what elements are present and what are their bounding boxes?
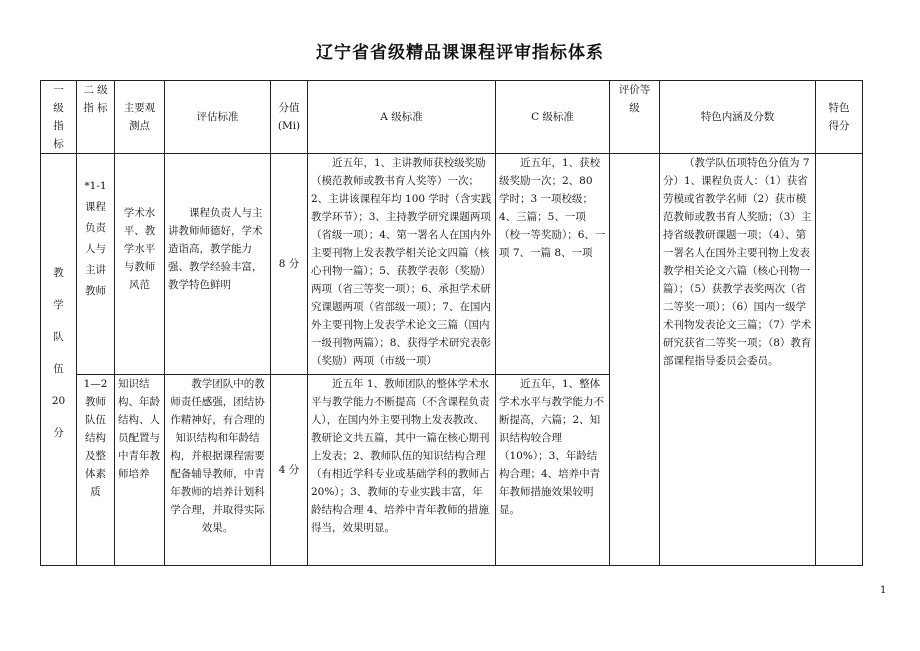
level1-char: 学	[53, 298, 64, 311]
level1-char: 教	[53, 266, 64, 279]
header-level1-char: 一	[53, 84, 64, 96]
level1-char: 分	[53, 426, 64, 439]
header-feature-score	[816, 81, 863, 154]
header-eval-grade-line: 评价等	[618, 84, 651, 96]
row1-observation-line: 学术水	[123, 207, 156, 219]
page-number: 1	[880, 585, 887, 596]
row2-observation: 知识结构、年龄结构、人员配置与中青年教师培养	[115, 375, 165, 566]
row1-observation-line: 与教师	[123, 261, 156, 273]
header-score-line: (Mi)	[277, 120, 301, 132]
header-observation-line: 主要观	[123, 102, 156, 114]
row2-grade-c: 近五年，1、整体学术水平与教学能力不断提高，六篇；2、知识结构较合理（10%）；3、年龄结构合理；4、培养中青年教师措施效果较明显。	[496, 375, 610, 566]
row2-code-line: 及整	[85, 450, 106, 462]
row1-code	[77, 154, 115, 375]
eval-grade-cell	[610, 154, 660, 566]
level1-char: 20	[51, 394, 66, 407]
header-observation	[115, 81, 165, 154]
level1-char: 伍	[53, 362, 64, 375]
header-level2-line: 指 标	[83, 102, 108, 114]
header-feature: 特色内涵及分数	[660, 81, 816, 154]
header-level2-line: 二 级	[83, 84, 108, 96]
table-row	[41, 154, 863, 375]
row2-grade-a: 近五年 1、教师团队的整体学术水平与教学能力不断提高（不含课程负责人），在国内外主要刊物上发表教改、教研论文共五篇，其中一篇在核心期刊上发表；2、教师队伍的知识结构合理（有相近学科专业或基础学科的教师占 20%）；3、教师的专业实践丰富，年龄结构合理 4、培养中青年教师的措施得当，效果明显。	[308, 375, 496, 566]
row2-code-line: 结构	[85, 432, 106, 444]
row1-observation-line: 学水平	[123, 243, 156, 255]
row1-code-line: 人与	[85, 243, 106, 255]
row2-score: 4 分	[271, 375, 308, 566]
header-score-line: 分值	[278, 102, 300, 114]
row1-observation-line: 平、教	[123, 225, 156, 237]
header-score	[271, 81, 308, 154]
header-grade-c: C 级标准	[496, 81, 610, 154]
feature-cell: （教学队伍项特色分值为 7 分）1、课程负责人：（1）获省劳模或省教学名师（2）获市模范教师或教书育人奖励；（3）主持省级教研课题一项；（4）、第一署名人在国外主要刊物上发表教学相关论文六篇（核心刊物一篇）；（5）获教学表奖两次（省二等奖一项）；（6）国内一级学术刊物发表论文三篇；（7）学术研究获省二等奖一项；（8）教育部课程指导委员会委员。	[660, 154, 816, 566]
header-level1-char: 标	[53, 138, 64, 150]
row1-code-line: 教师	[85, 285, 106, 297]
row1-grade-c: 近五年，1、获校级奖励一次；2、80 学时；3 一项校级；4、三篇；5、一项（校一等奖励）；6、一项 7、一篇 8、一项	[496, 154, 610, 375]
row2-code	[77, 375, 115, 566]
page-title: 辽宁省省级精品课课程评审指标体系	[316, 43, 604, 63]
header-level1	[41, 81, 77, 154]
row1-observation	[115, 154, 165, 375]
row1-observation-line: 风范	[129, 279, 150, 291]
header-feature-score-line: 特色	[828, 102, 850, 114]
header-feature-score-line: 得分	[828, 120, 850, 132]
header-level2	[77, 81, 115, 154]
header-eval-grade-line: 级	[629, 102, 640, 114]
header-level1-char: 级	[53, 102, 64, 114]
row2-code-line: 队伍	[85, 414, 106, 426]
row2-code-line: 体素	[85, 468, 106, 480]
row2-criteria: 教学团队中的教师责任感强，团结协作精神好，有合理的知识结构和年龄结构，并根据课程需要配备辅导教师，中青年教师的培养计划科学合理，并取得实际效果。	[165, 375, 271, 566]
row1-score: 8 分	[271, 154, 308, 375]
header-eval-grade	[610, 81, 660, 154]
header-criteria: 评估标准	[165, 81, 271, 154]
row1-criteria	[165, 154, 271, 375]
row1-code-line: *1-1	[84, 180, 107, 192]
row2-code-line: 质	[90, 486, 101, 498]
row1-grade-a: 近五年，1、主讲教师获校级奖励（模范教师或教书育人奖等）一次；2、主讲该课程年均 100 学时（含实践教学环节）；3、主持教学研究课题两项（省级一项）；4、第一署名人在国内外主要刊物上发表教学相关论文四篇（核心刊物一篇）；5、获教学表彰（奖励）两项（省三等奖一项）；6、承担学术研究课题两项（省部级一项）；7、在国内外主要刊物上发表学术论文三篇（国内一级刊物两篇）；8、获得学术研究表彰（奖励）两项（市级一项）	[308, 154, 496, 375]
level1-char: 队	[53, 330, 64, 343]
row1-criteria-text: 课程负责人与主讲教师师德好，学术造诣高，教学能力强、教学经验丰富，教学特色鲜明	[168, 207, 263, 291]
header-grade-a: A 级标准	[308, 81, 496, 154]
row1-code-line: 负责	[85, 222, 106, 234]
header-level1-char: 指	[53, 120, 64, 132]
row2-code-line: 1—2	[83, 378, 108, 390]
row2-code-line: 教师	[85, 396, 106, 408]
header-row	[41, 81, 863, 154]
evaluation-table	[40, 80, 863, 566]
feature-score-cell	[816, 154, 863, 566]
row1-code-line: 主讲	[85, 264, 106, 276]
header-observation-line: 测点	[129, 120, 150, 132]
level1-item	[41, 154, 77, 566]
row1-code-line: 课程	[85, 201, 106, 213]
